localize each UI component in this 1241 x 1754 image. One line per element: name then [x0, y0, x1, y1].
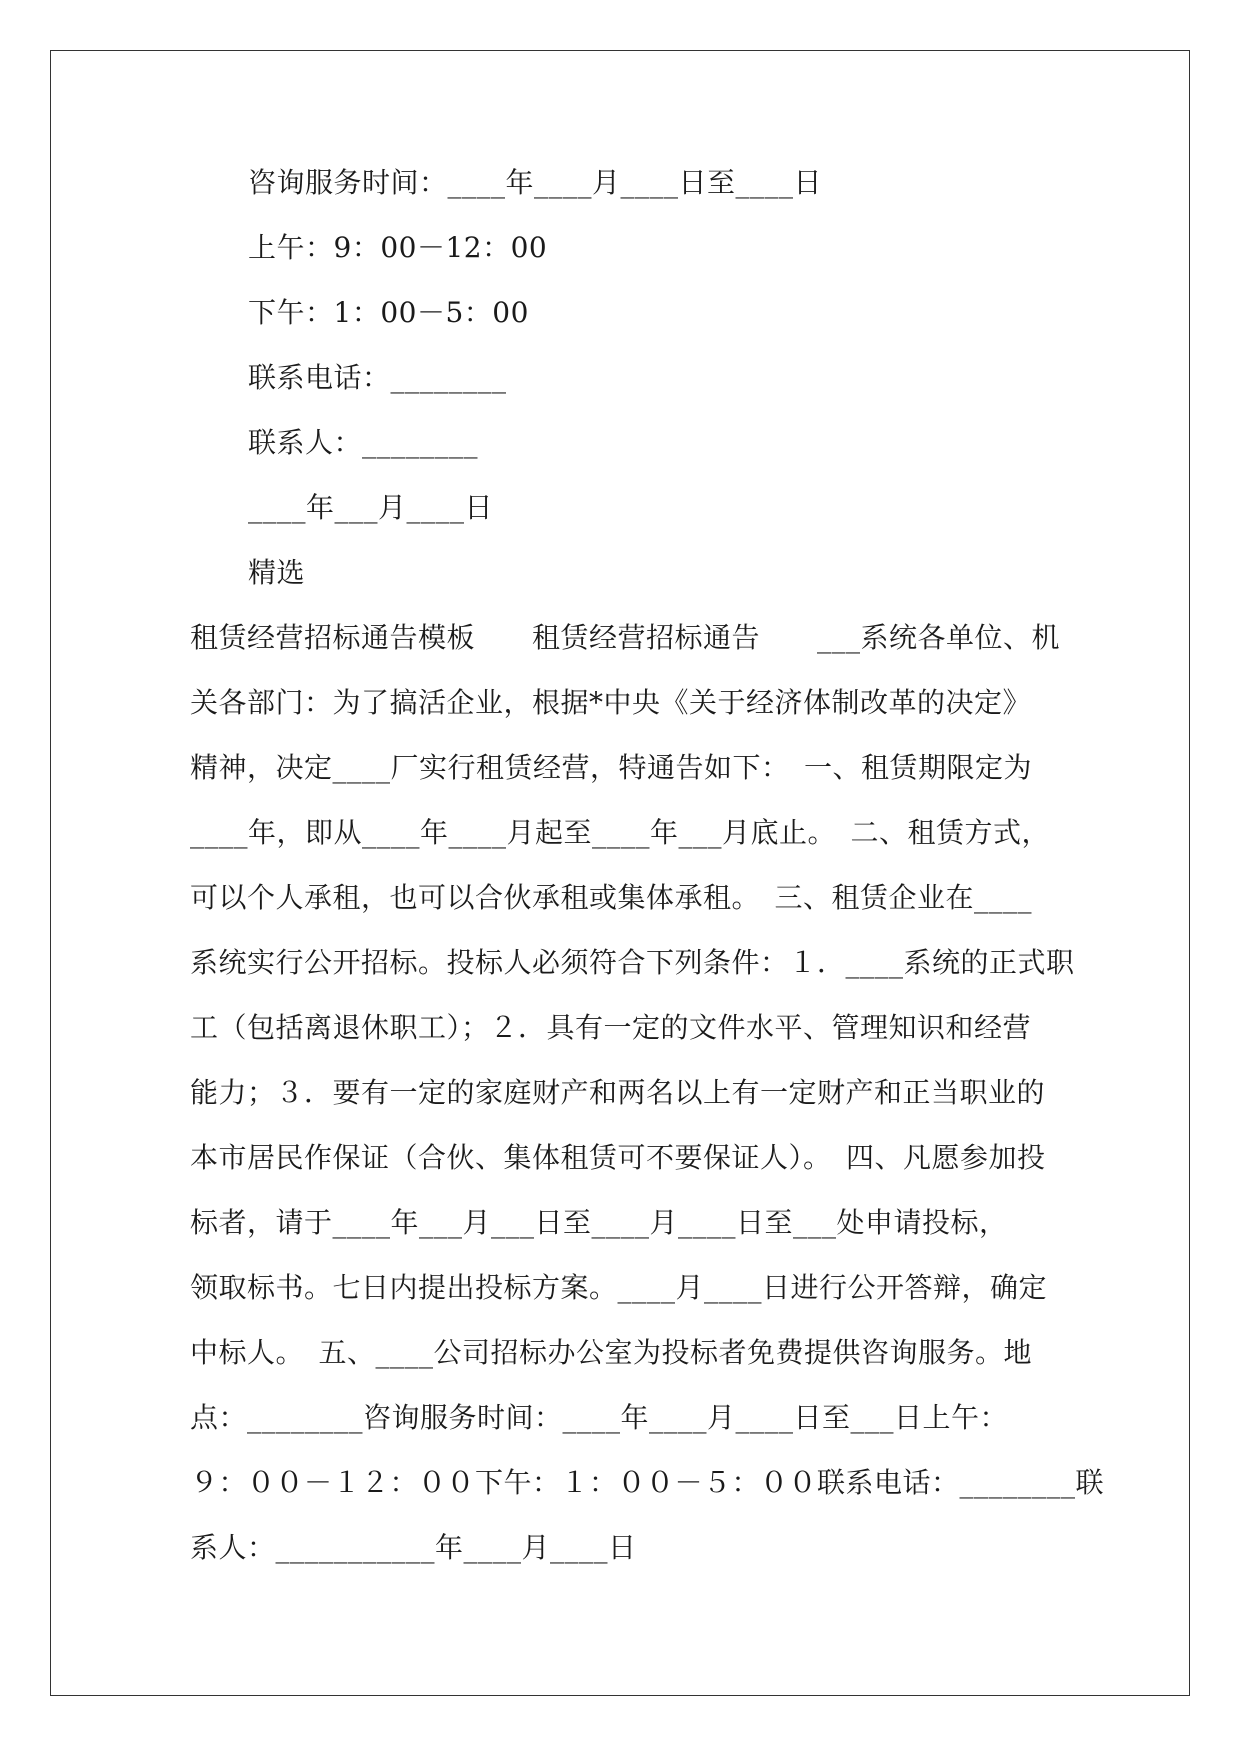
body-line-15: 系人：___________年____月____日: [190, 1531, 637, 1564]
phone-line: 联系电话：________: [248, 361, 507, 394]
contact-line: 联系人：________: [248, 426, 479, 459]
body-line-1: 租赁经营招标通告模板 租赁经营招标通告 ___系统各单位、机: [190, 621, 1061, 654]
date-line: ____年___月____日: [248, 491, 494, 524]
body-line-12: 中标人。 五、____公司招标办公室为投标者免费提供咨询服务。地: [190, 1336, 1033, 1369]
afternoon-hours-line: 下午：1：00－5：00: [248, 296, 529, 329]
page-border: [50, 50, 1190, 1696]
body-line-2: 关各部门：为了搞活企业，根据*中央《关于经济体制改革的决定》: [190, 686, 1032, 719]
body-line-9: 本市居民作保证（合伙、集体租赁可不要保证人）。 四、凡愿参加投: [190, 1141, 1046, 1174]
section-label: 精选: [248, 556, 306, 589]
body-line-13: 点：________咨询服务时间：____年____月____日至___日上午：: [190, 1401, 1009, 1434]
body-line-10: 标者，请于____年___月___日至____月____日至___处申请投标，: [190, 1206, 1008, 1239]
body-line-8: 能力；３．要有一定的家庭财产和两名以上有一定财产和正当职业的: [190, 1076, 1046, 1109]
body-line-11: 领取标书。七日内提出投标方案。____月____日进行公开答辩，确定: [190, 1271, 1048, 1304]
body-line-4: ____年，即从____年____月起至____年___月底止。 二、租赁方式，: [190, 816, 1051, 849]
consult-time-line: 咨询服务时间：____年____月____日至____日: [248, 166, 823, 199]
body-line-3: 精神，决定____厂实行租赁经营，特通告如下： 一、租赁期限定为: [190, 751, 1033, 784]
body-line-14: ９：００－１２：００下午：１：００－５：００联系电话：________联: [190, 1466, 1105, 1499]
body-line-7: 工（包括离退休职工）；２．具有一定的文件水平、管理知识和经营: [190, 1011, 1032, 1044]
body-line-5: 可以个人承租，也可以合伙承租或集体承租。 三、租赁企业在____: [190, 881, 1033, 914]
morning-hours-line: 上午：9：00－12：00: [248, 231, 548, 264]
body-line-6: 系统实行公开招标。投标人必须符合下列条件：１．____系统的正式职: [190, 946, 1075, 979]
